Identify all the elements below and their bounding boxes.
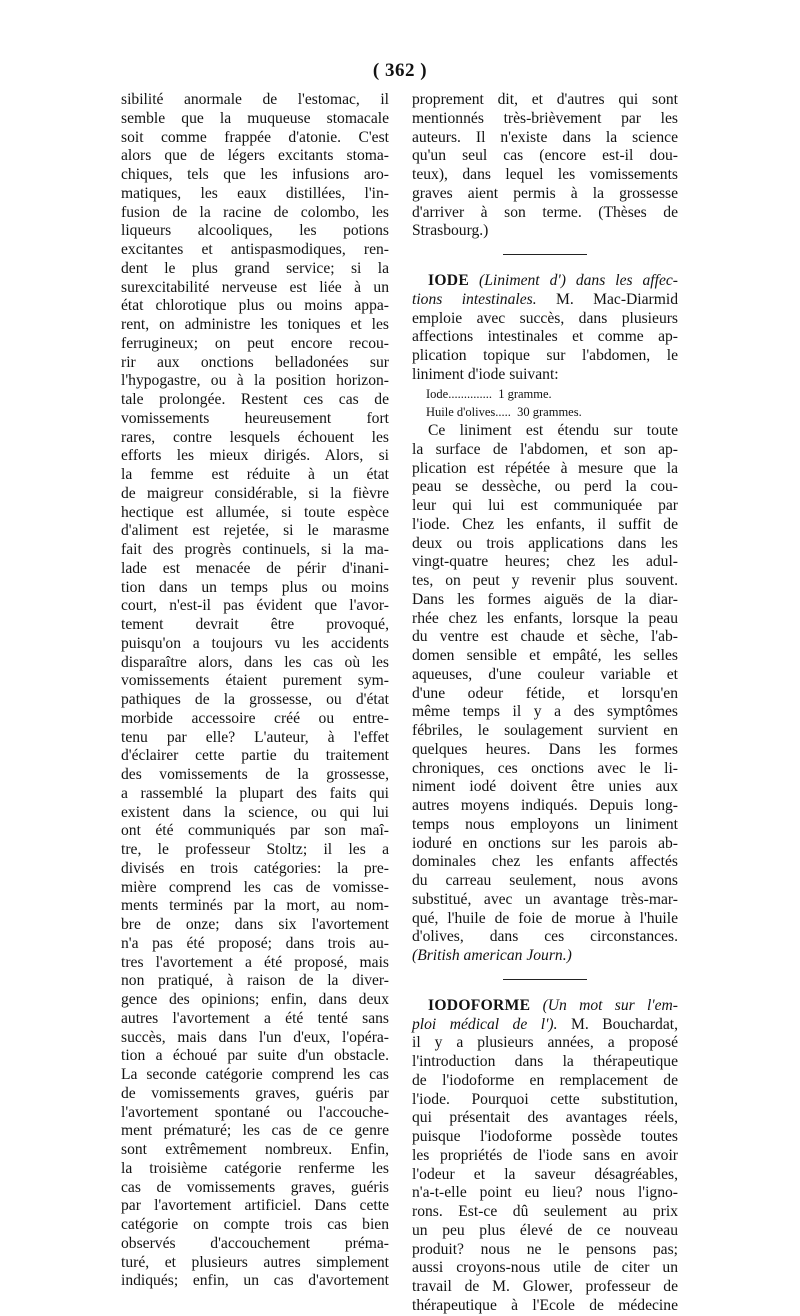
text-line: de vomissements graves, guéris par [121,1084,389,1102]
text-line: tion a échoué par suite d'un obstacle. [121,1047,389,1065]
text-line: l'hypogastre, ou à la position horizon- [121,372,389,390]
text-line: substitué, avec un avantage très-mar- [412,890,678,908]
text-line: par l'avortement artificiel. Dans cette [121,1197,389,1215]
section-divider [503,254,587,255]
right-column [412,91,678,1316]
text-line: domen sensible et empâté, les selles [412,647,678,664]
text-line: leur qui lui est communiquée par [412,497,678,514]
text-line: rhée chez les enfants, lorsque la peau [412,609,678,627]
article-heading-line [412,1016,678,1035]
text-line: rares, contre lesquels échouent les [121,428,389,446]
text-line: vingt-quatre heures; chez les adul- [412,553,678,571]
article-iode [412,272,678,966]
text-line: Strasbourg.) [412,222,489,240]
section-divider [503,979,587,980]
text-line: liniment d'iode suivant: [412,365,559,383]
text-line: d'une odeur fétide, et lorsqu'en [412,684,678,702]
text-line: thérapeutique à l'Ecole de médecine [412,1296,678,1314]
text-line: sibilité anormale de l'estomac, il [121,91,389,108]
author-lead: M. Mac-Diarmid [556,290,678,308]
left-column [121,91,389,1291]
text-line: graves aient permis à la grossesse [412,184,678,202]
text-line: temps nous employons un liniment [412,815,678,833]
text-line: tenu par elle? L'auteur, à l'effet [121,728,389,746]
text-line: l'introduction dans la thérapeutique [412,1053,678,1070]
text-line: non pratiqué, à raison de la diver- [121,972,389,990]
article-title: tions intestinales. [412,290,537,308]
text-line: les propriétés de l'iode sans en avoir [412,1146,678,1164]
text-line: même temps il y a des symptômes [412,703,678,721]
recipe-quantity: 1 gramme. [498,386,552,401]
text-line: rons. Est-ce dû seulement au prix [412,1203,678,1220]
text-line: auteurs. Il n'existe dans la science [412,128,678,146]
text-line: chroniques, ces onctions avec le li- [412,759,678,777]
text-line: autres moyens indiqués. Depuis long- [412,797,678,814]
text-line: tion dans un temps plus ou moins [121,578,389,596]
text-line: ont été communiqués par son maî- [121,822,389,840]
text-line: indiqués; enfin, un cas d'avortement [121,1272,389,1290]
text-line: n'a-t-elle point eu lieu? nous l'igno- [412,1184,678,1202]
text-line: aussi croyons-nous utile de citer un [412,1259,678,1277]
text-line: qui présentait des avantages réels, [412,1109,678,1127]
text-line: la troisième catégorie renferme les [121,1159,389,1177]
text-line: efforts les mieux dirigés. Alors, si [121,447,389,465]
text-line: du carreau seulement, nous avons [412,872,678,889]
text-line: rir aux onctions belladonées sur [121,353,389,371]
page-number: ( 362 ) [372,60,428,81]
recipe [412,385,678,423]
text-line: de maigreur considérable, si la fièvre [121,484,389,502]
text-line: l'iode. Chez les enfants, il suffit de [412,515,678,533]
recipe-ingredient: Iode.............. [426,386,492,401]
text-line: bre de onze; dans six l'avortement [121,916,389,933]
text-line: liqueurs alcooliques, les potions [121,222,389,240]
text-line: Dans les formes aiguës de la diar- [412,590,678,608]
article-heading-line [412,272,678,291]
article-title: ploi médical de l'). [412,1015,558,1033]
text-line: morbide accessoire créé ou entre- [121,709,389,727]
text-line: court, n'est-il pas évident que l'avor- [121,597,389,615]
article-heading: IODE [428,272,470,289]
text-line: la surface de l'abdomen, et son ap- [412,440,678,458]
article-iodoforme [412,997,678,1316]
text-line: d'aliment est rejetée, si le marasme [121,522,389,540]
text-line: succès, mais dans l'un d'eux, l'opéra- [121,1028,389,1046]
text-line: travail de M. Glower, professeur de [412,1278,678,1295]
text-line: du ventre est chaude et sèche, l'ab- [412,628,678,646]
recipe-line [412,403,678,422]
text-line: dominales chez les enfants affectés [412,853,678,871]
text-line: tre, le professeur Stoltz; il les a [121,841,389,858]
text-line: des vomissements de la grossesse, [121,766,389,783]
text-line: plication est répétée à mesure que la [412,459,678,477]
text-line: puisque l'iodoforme possède toutes [412,1128,678,1145]
text-line: ment prématuré; les cas de ce genre [121,1122,389,1140]
text-line: a rassemblé la plupart des faits qui [121,784,389,802]
text-line: lade est menacée de périr d'inani- [121,559,389,577]
text-line: un peu plus élevé de ce nouveau [412,1221,678,1239]
text-line: vomissements étaient purement sym- [121,672,389,690]
text-line: excitantes et antispasmodiques, ren- [121,241,389,258]
text-line: autres l'avortement a été tenté sans [121,1009,389,1027]
text-line: fait des progrès continuels, si la ma- [121,541,389,558]
text-line: la femme est réduite à un état [121,466,389,483]
text-line: existent dans la science, ou qui lui [121,803,389,821]
article-title: (Un mot sur l'em- [542,996,678,1014]
text-line: d'éclairer cette partie du traitement [121,747,389,765]
recipe-quantity: 30 grammes. [517,405,582,420]
article-text [412,1034,678,1315]
text-line: puisqu'on a toujours vu les accidents [121,634,389,652]
text-line: produit? nous ne le pensons pas; [412,1240,678,1258]
source-citation: (British american Journ.) [412,947,572,964]
text-line: La seconde catégorie comprend les cas [121,1066,389,1083]
text-line: fébriles, le soulagement survient en [412,722,678,739]
text-line: n'a pas été proposé; dans trois au- [121,934,389,952]
text-line: ments terminés par la mort, au nom- [121,897,389,915]
text-line: vomissements heureusement fort [121,409,389,427]
text-line: tes, on peut y revenir plus souvent. [412,572,678,589]
recipe-line [412,385,678,404]
article-title: (Liniment d') dans les affec- [479,272,678,289]
text-line: d'olives, dans ces circonstances. [412,928,678,946]
text-line: état chlorotique plus ou moins appa- [121,297,389,315]
text-line: l'odeur et la saveur désagréables, [412,1165,678,1183]
article-text [412,422,678,947]
text-line: deux ou trois applications dans les [412,534,678,552]
text-line: l'iode. Pourquoi cette substitution, [412,1090,678,1108]
text-line: plication topique sur l'abdomen, le [412,347,678,364]
text-line: quelques heures. Dans les formes [412,740,678,758]
text-line: il y a plusieurs années, a proposé [412,1034,678,1052]
text-line: Ce liniment est étendu sur toute [428,422,678,439]
text-line: sont extrêmement nombreux. Enfin, [121,1141,389,1158]
text-line: ferrugineux; on peut encore recou- [121,334,389,352]
text-line: semble que la muqueuse stomacale [121,109,389,127]
recipe-ingredient: Huile d'olives..... [426,405,511,420]
text-line: de l'iodoforme en remplacement de [412,1071,678,1089]
text-line: gence des opinions; enfin, dans deux [121,991,389,1008]
text-line: l'avortement spontané ou l'accouche- [121,1103,389,1121]
text-line: teux), dans lequel les vomissements [412,166,678,183]
text-line: surexcitabilité nerveuse est liée à un [121,278,389,296]
text-line: mière comprend les cas de vomisse- [121,878,389,896]
text-line: divisés en trois catégories: la pre- [121,859,389,877]
text-line: emploie avec succès, dans plusieurs [412,309,678,327]
text-line: ioduré en onctions sur les parois ab- [412,834,678,852]
text-line: catégorie on compte trois cas bien [121,1216,389,1233]
text-line: aqueuses, d'une couleur variable et [412,665,678,683]
article-heading: IODOFORME [428,996,531,1014]
text-line: matiques, les eaux distillées, l'in- [121,184,389,202]
text-line: tement devrait être provoqué, [121,616,389,633]
text-line: dent le plus grand service; si la [121,259,389,277]
text-line: niment iodé doivent être unies aux [412,778,678,796]
text-line: fusion de la racine de colombo, les [121,203,389,221]
text-line: soit comme frappée d'atonie. C'est [121,128,389,146]
text-line: pathiques de la grossesse, ou d'état [121,691,389,708]
text-line: disparaître alors, dans les cas où les [121,653,389,671]
text-line: tres l'avortement a été proposé, mais [121,953,389,971]
text-line: qu'un seul cas (encore est-il dou- [412,147,678,165]
text-line: turé, et plusieurs autres simplement [121,1253,389,1271]
text-line: tale prolongée. Restent ces cas de [121,391,389,408]
text-line: d'arriver à son terme. (Thèses de [412,203,678,221]
article-heading-line [412,997,678,1016]
text-line: alors que de légers excitants stoma- [121,147,389,165]
text-line: cas de vomissements graves, guéris [121,1178,389,1196]
article-heading-line [412,291,678,310]
continued-article [412,91,678,241]
author-lead: M. Bouchardat, [570,1015,678,1033]
text-line: peau se dessèche, ou perd la cou- [412,478,678,496]
article-text [412,310,678,385]
text-line: affections intestinales et comme ap- [412,328,678,346]
text-line: rent, on administre les toniques et les [121,316,389,333]
text-line: hectique est allumée, si toute espèce [121,503,389,521]
text-line: chiques, tels que les infusions aro- [121,166,389,183]
text-line: qué, l'huile de foie de morue à l'huile [412,909,678,927]
text-line: observés d'accouchement préma- [121,1234,389,1252]
text-line: proprement dit, et d'autres qui sont [412,91,678,108]
text-line: mentionnés très-brièvement par les [412,109,678,127]
